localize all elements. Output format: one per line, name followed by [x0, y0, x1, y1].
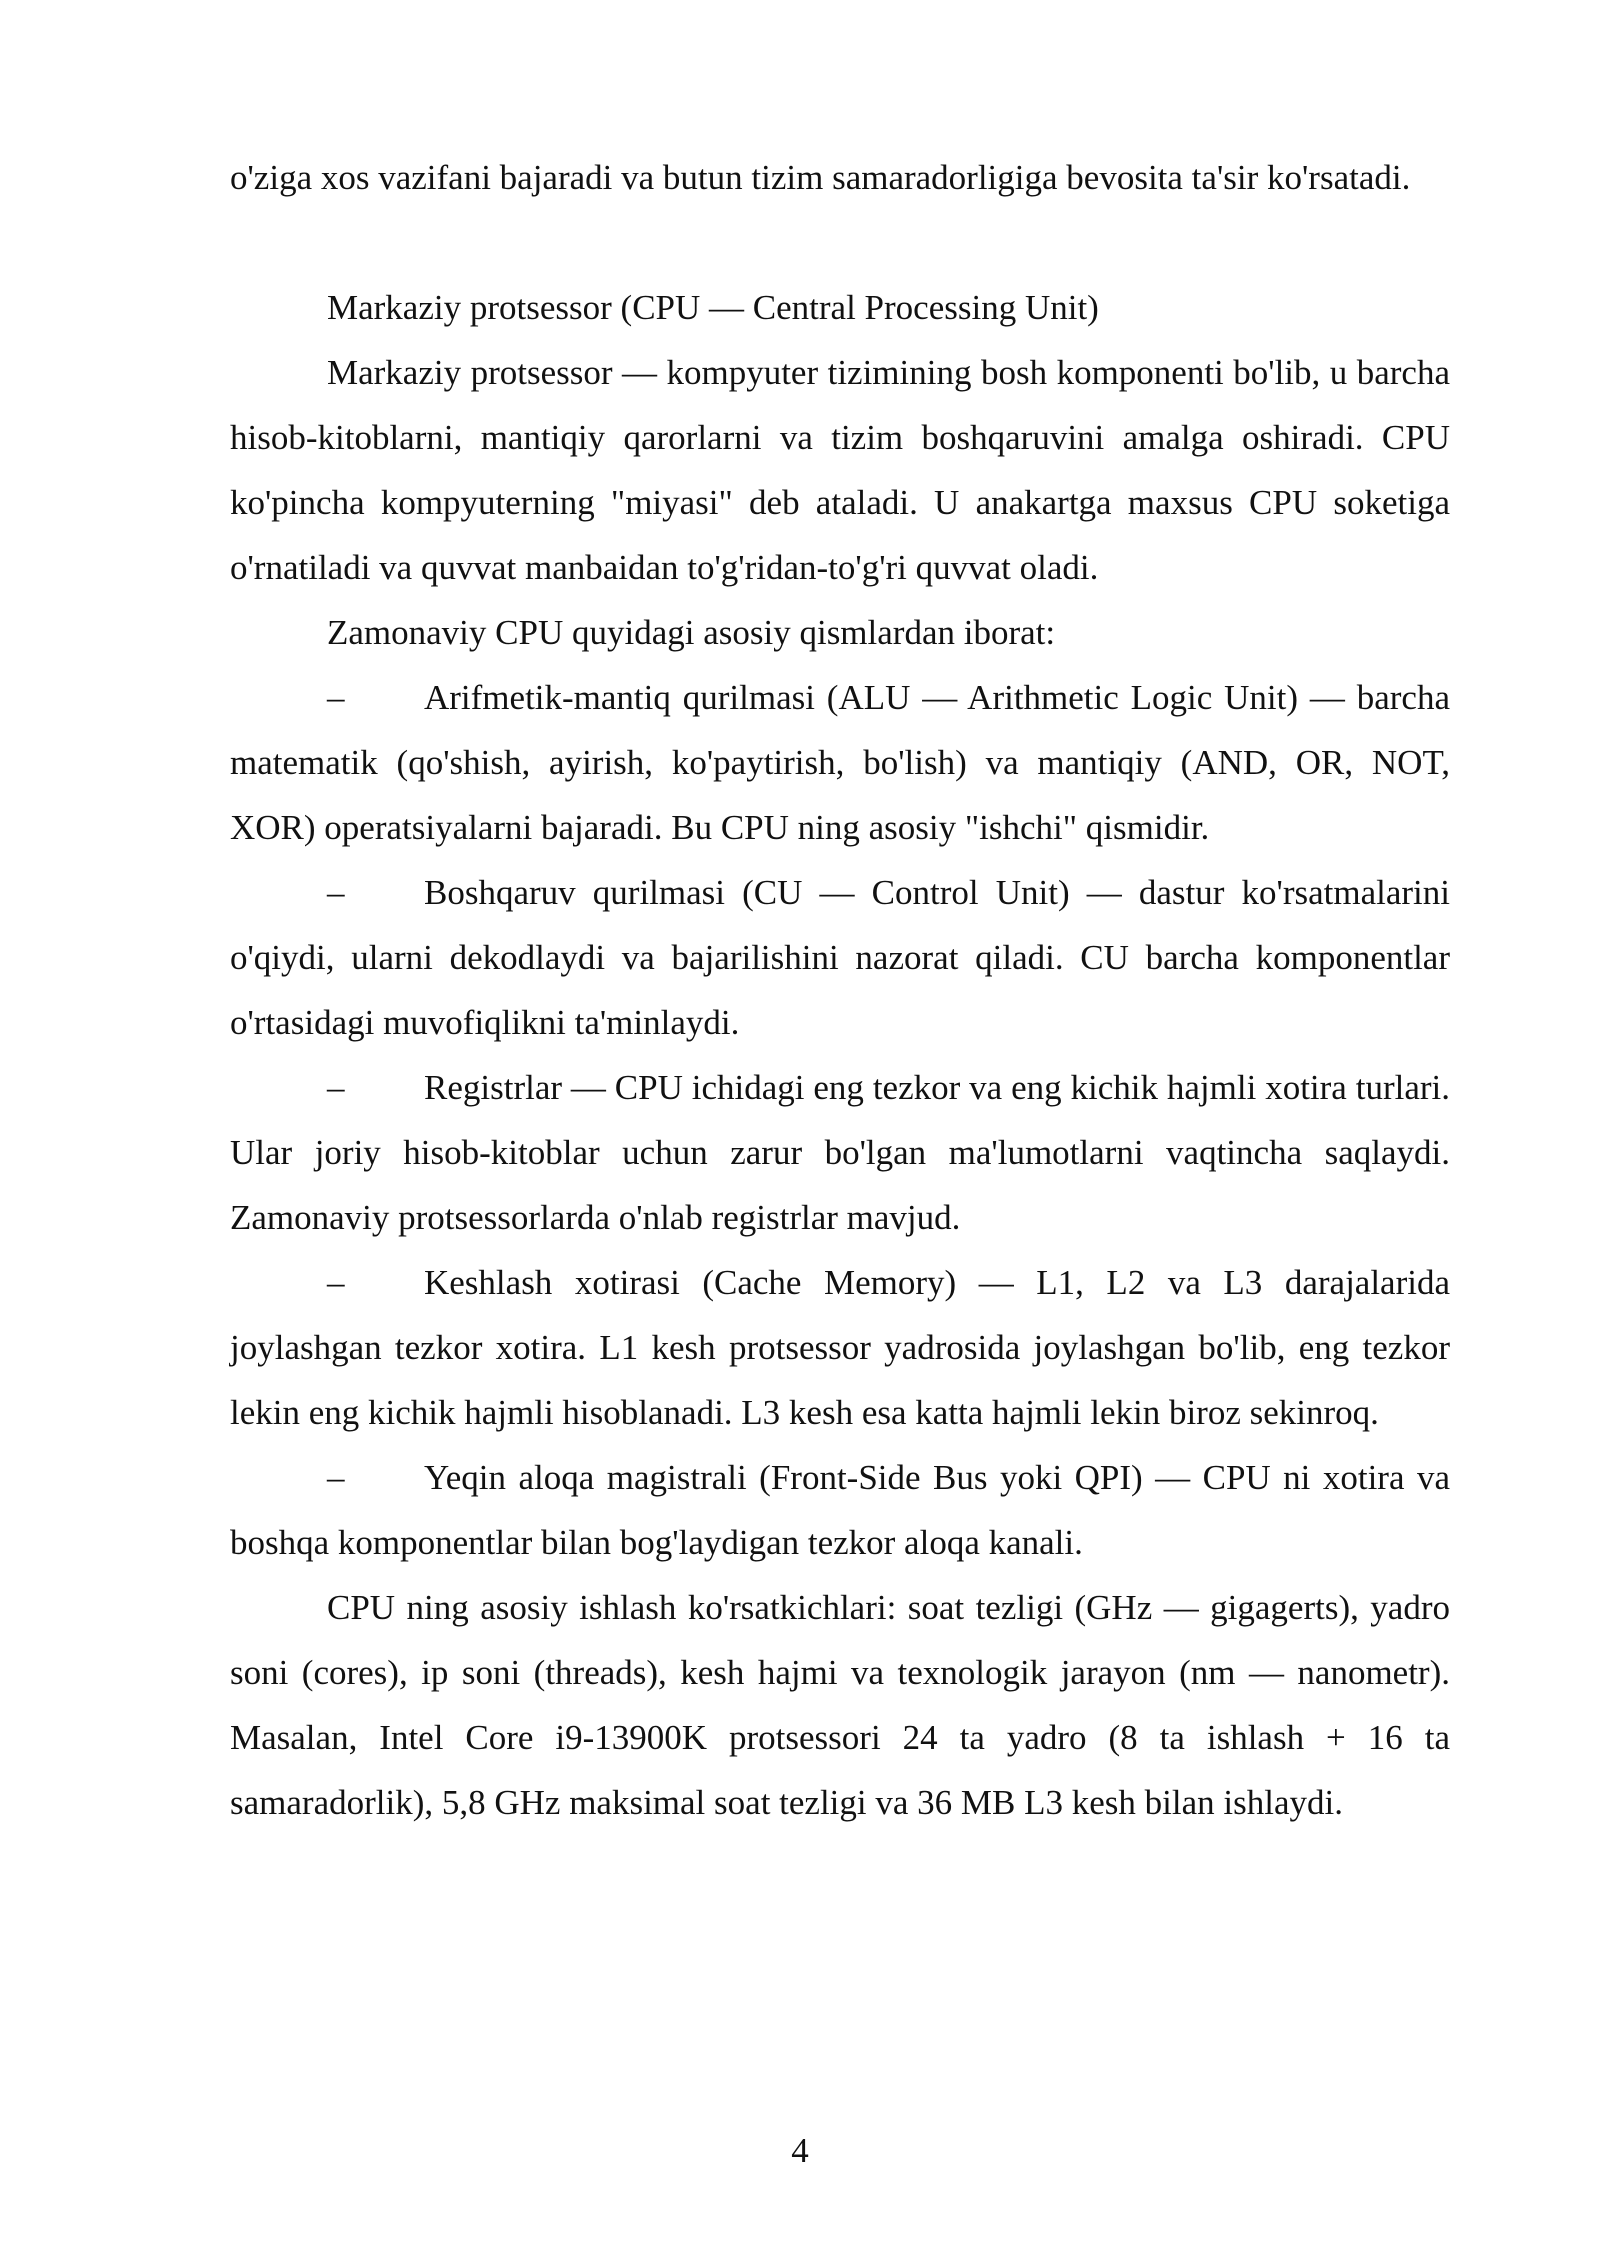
list-item [230, 1445, 1450, 1575]
cpu-intro-paragraph: Markaziy protsessor — kompyuter tizimining bosh komponenti bo'lib, u barcha hisob-kitoblarni, mantiqiy qarorlarni va tizim boshqaruvini amalga oshiradi. CPU ko'pincha kompyuterning "miyasi" deb ataladi. U anakartga maxsus CPU soketiga o'rnatiladi va quvvat manbaidan to'g'ridan-to'g'ri quvvat oladi. [230, 353, 1450, 587]
metrics-paragraph: CPU ning asosiy ishlash ko'rsatkichlari: soat tezligi (GHz — gigagerts), yadro soni (cores), ip soni (threads), kesh hajmi va texnologik jarayon (nm — nanometr). Masalan, Intel Core i9-13900K protsessori 24 ta yadro (8 ta ishlash + 16 ta samaradorlik), 5,8 GHz maksimal soat tezligi va 36 MB L3 kesh bilan ishlaydi. [230, 1588, 1450, 1822]
section-heading: Markaziy protsessor (CPU — Central Processing Unit) [327, 288, 1099, 327]
list-item-text: Arifmetik-mantiq qurilmasi (ALU — Arithmetic Logic Unit) — barcha matematik (qo'shish, ayirish, ko'paytirish, bo'lish) va mantiqiy (AND, OR, NOT, XOR) operatsiyalarni bajaradi. Bu CPU ning asosiy "ishchi" qismidir. [230, 678, 1450, 847]
list-item [230, 665, 1450, 860]
list-item-text: Boshqaruv qurilmasi (CU — Control Unit) — dastur ko'rsatmalarini o'qiydi, ularni dekodlaydi va bajarilishini nazorat qiladi. CU barcha komponentlar o'rtasidagi muvofiqlikni ta'minlaydi. [230, 873, 1450, 1042]
list-item [230, 1055, 1450, 1250]
page-number: 4 [791, 2131, 809, 2170]
dash-marker: – [327, 1458, 345, 1497]
list-item-text: Keshlash xotirasi (Cache Memory) — L1, L2 va L3 darajalarida joylashgan tezkor xotira. L1 kesh protsessor yadrosida joylashgan bo'lib, eng tezkor lekin eng kichik hajmli hisoblanadi. L3 kesh esa katta hajmli lekin biroz sekinroq. [230, 1263, 1450, 1432]
document-page [230, 145, 1450, 1835]
list-item-text: Registrlar — CPU ichidagi eng tezkor va eng kichik hajmli xotira turlari. Ular joriy hisob-kitoblar uchun zarur bo'lgan ma'lumotlarni vaqtincha saqlaydi. Zamonaviy protsessorlarda o'nlab registrlar mavjud. [230, 1068, 1450, 1237]
dash-marker: – [327, 873, 345, 912]
list-item [230, 1250, 1450, 1445]
dash-marker: – [327, 1263, 345, 1302]
dash-marker: – [327, 678, 345, 717]
list-item-text: Yeqin aloqa magistrali (Front-Side Bus yoki QPI) — CPU ni xotira va boshqa komponentlar bilan bog'laydigan tezkor aloqa kanali. [230, 1458, 1450, 1562]
list-item [230, 860, 1450, 1055]
parts-intro-paragraph: Zamonaviy CPU quyidagi asosiy qismlardan iborat: [327, 613, 1056, 652]
dash-marker: – [327, 1068, 345, 1107]
intro-continuation-paragraph: o'ziga xos vazifani bajaradi va butun tizim samaradorligiga bevosita ta'sir ko'rsatadi. [230, 158, 1411, 197]
